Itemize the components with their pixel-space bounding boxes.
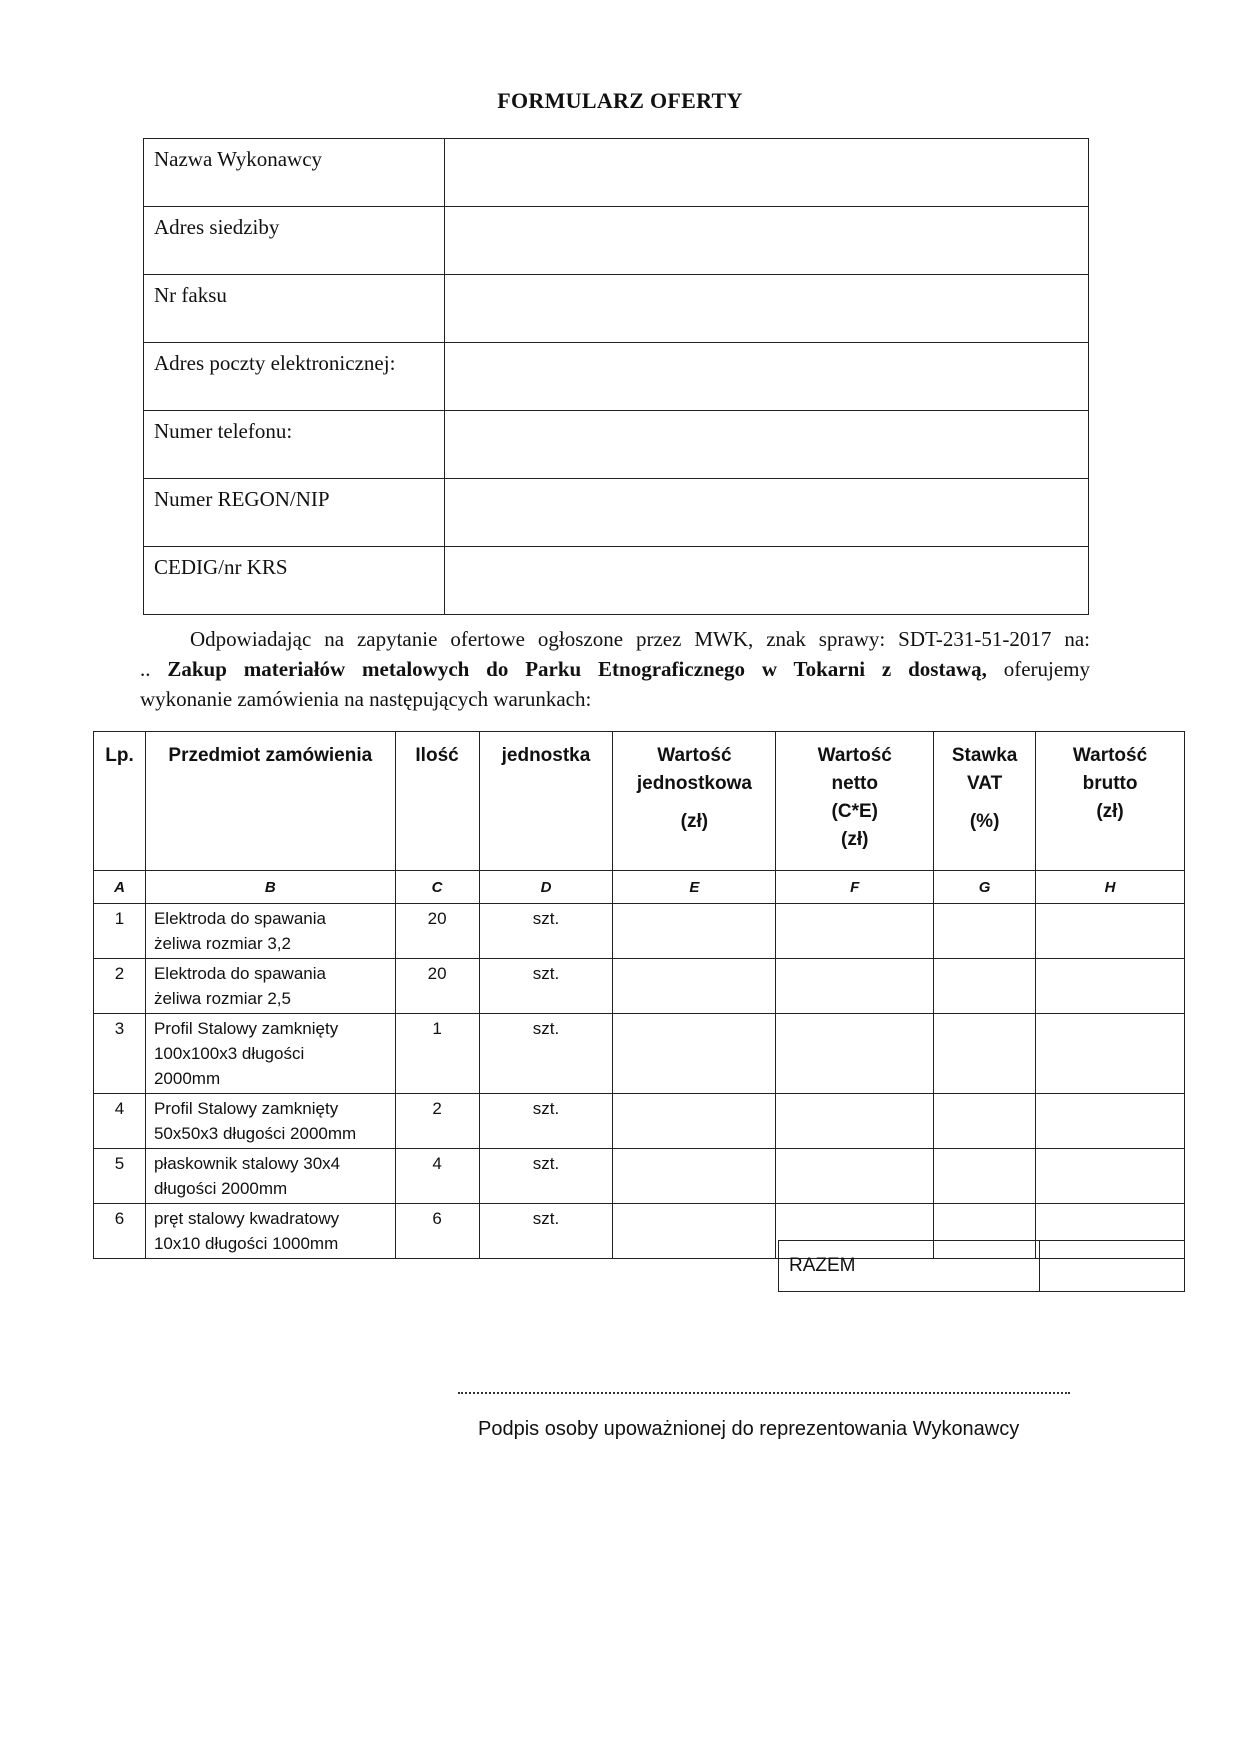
- vat-cell[interactable]: [934, 1094, 1036, 1149]
- column-letter: B: [145, 871, 395, 904]
- info-label: CEDIG/nr KRS: [144, 547, 445, 615]
- info-row-name: [144, 139, 1089, 207]
- intro-line-3: wykonanie zamówienia na następujących warunkach:: [140, 687, 592, 711]
- info-row-krs: [144, 547, 1089, 615]
- info-label: Nr faksu: [144, 275, 445, 343]
- row-item: [145, 959, 395, 1014]
- intro-line-1: Odpowiadając na zapytanie ofertowe ogłoszone przez MWK, znak sprawy: SDT-231-51-2017 na:: [190, 627, 1090, 651]
- item-line: żeliwa rozmiar 3,2: [153, 934, 291, 953]
- header-text: (zł): [1096, 801, 1124, 822]
- header-text: (C*E): [831, 801, 878, 822]
- column-letter: A: [94, 871, 146, 904]
- intro-prefix: ..: [140, 657, 151, 681]
- form-title: FORMULARZ OFERTY: [497, 88, 743, 113]
- row-item: [145, 1149, 395, 1204]
- row-lp: 5: [94, 1149, 146, 1204]
- item-line: Profil Stalowy zamknięty: [153, 1019, 339, 1038]
- header-text: Wartość: [817, 745, 892, 766]
- item-line: Elektroda do spawania: [153, 909, 326, 928]
- header-net-value: [776, 732, 934, 871]
- order-header-row: [94, 732, 1185, 871]
- gross-value-cell[interactable]: [1036, 1094, 1185, 1149]
- column-letter-row: [94, 871, 1185, 904]
- net-value-cell[interactable]: [776, 1014, 934, 1094]
- row-qty: 2: [395, 1094, 479, 1149]
- info-row-regon: [144, 479, 1089, 547]
- row-item: [145, 904, 395, 959]
- vat-cell[interactable]: [934, 1149, 1036, 1204]
- unit-value-cell[interactable]: [613, 959, 776, 1014]
- vat-cell[interactable]: [934, 1014, 1036, 1094]
- header-gross-value: [1036, 732, 1185, 871]
- table-row: [94, 959, 1185, 1014]
- table-row: [94, 904, 1185, 959]
- header-text: VAT: [967, 773, 1003, 794]
- vat-cell[interactable]: [934, 959, 1036, 1014]
- info-label: Adres siedziby: [144, 207, 445, 275]
- item-line: 50x50x3 długości 2000mm: [153, 1124, 357, 1143]
- row-item: [145, 1014, 395, 1094]
- info-value-field[interactable]: [445, 139, 1089, 207]
- row-lp: 2: [94, 959, 146, 1014]
- row-lp: 4: [94, 1094, 146, 1149]
- info-label: Adres poczty elektronicznej:: [144, 343, 445, 411]
- row-unit: szt.: [479, 959, 613, 1014]
- gross-value-cell[interactable]: [1036, 1014, 1185, 1094]
- total-label: RAZEM: [779, 1241, 1040, 1292]
- info-value-field[interactable]: [445, 343, 1089, 411]
- item-line: 2000mm: [153, 1069, 221, 1088]
- info-label: Numer REGON/NIP: [144, 479, 445, 547]
- header-qty: Ilość: [395, 732, 479, 871]
- item-line: 10x10 długości 1000mm: [153, 1234, 339, 1253]
- row-unit: szt.: [479, 1094, 613, 1149]
- row-qty: 1: [395, 1014, 479, 1094]
- row-qty: 4: [395, 1149, 479, 1204]
- net-value-cell[interactable]: [776, 904, 934, 959]
- info-row-address: [144, 207, 1089, 275]
- item-line: płaskownik stalowy 30x4: [153, 1154, 341, 1173]
- header-unit-value: [613, 732, 776, 871]
- header-text: Wartość: [1072, 745, 1148, 766]
- column-letter: F: [776, 871, 934, 904]
- row-unit: szt.: [479, 904, 613, 959]
- column-letter: C: [395, 871, 479, 904]
- row-qty: 6: [395, 1204, 479, 1259]
- item-line: Profil Stalowy zamknięty: [153, 1099, 339, 1118]
- header-text: (%): [969, 811, 1000, 832]
- column-letter: G: [934, 871, 1036, 904]
- total-row: [779, 1241, 1185, 1292]
- total-table: [778, 1240, 1185, 1292]
- row-qty: 20: [395, 904, 479, 959]
- info-row-phone: [144, 411, 1089, 479]
- net-value-cell[interactable]: [776, 1149, 934, 1204]
- info-value-field[interactable]: [445, 411, 1089, 479]
- table-row: [94, 1014, 1185, 1094]
- header-item: Przedmiot zamówienia: [145, 732, 395, 871]
- gross-value-cell[interactable]: [1036, 959, 1185, 1014]
- info-row-fax: [144, 275, 1089, 343]
- header-text: Wartość: [657, 745, 732, 766]
- row-unit: szt.: [479, 1014, 613, 1094]
- header-text: netto: [831, 773, 878, 794]
- total-value-cell[interactable]: [1040, 1241, 1185, 1292]
- row-lp: 6: [94, 1204, 146, 1259]
- header-text: Stawka: [951, 745, 1018, 766]
- header-vat: [934, 732, 1036, 871]
- row-qty: 20: [395, 959, 479, 1014]
- net-value-cell[interactable]: [776, 959, 934, 1014]
- item-line: 100x100x3 długości: [153, 1044, 305, 1063]
- row-unit: szt.: [479, 1204, 613, 1259]
- row-item: [145, 1094, 395, 1149]
- unit-value-cell[interactable]: [613, 1014, 776, 1094]
- vat-cell[interactable]: [934, 904, 1036, 959]
- unit-value-cell[interactable]: [613, 1149, 776, 1204]
- unit-value-cell[interactable]: [613, 1094, 776, 1149]
- signature-line: [458, 1390, 1070, 1394]
- unit-value-cell[interactable]: [613, 904, 776, 959]
- header-unit: jednostka: [479, 732, 613, 871]
- header-text: brutto: [1082, 773, 1138, 794]
- column-letter: E: [613, 871, 776, 904]
- gross-value-cell[interactable]: [1036, 1149, 1185, 1204]
- header-text: jednostkowa: [636, 773, 752, 794]
- intro-rest: oferujemy: [1003, 657, 1090, 681]
- intro-paragraph: [140, 624, 1090, 714]
- column-letter: H: [1036, 871, 1185, 904]
- table-row: [94, 1149, 1185, 1204]
- contractor-info-table: [143, 138, 1089, 615]
- row-unit: szt.: [479, 1149, 613, 1204]
- table-row: [94, 1094, 1185, 1149]
- info-value-field[interactable]: [445, 275, 1089, 343]
- info-row-email: [144, 343, 1089, 411]
- order-subject: Zakup materiałów metalowych do Parku Etnograficznego w Tokarni z dostawą,: [167, 657, 987, 681]
- item-line: żeliwa rozmiar 2,5: [153, 989, 291, 1008]
- info-label: Numer telefonu:: [144, 411, 445, 479]
- header-text: (zł): [680, 811, 709, 832]
- row-lp: 1: [94, 904, 146, 959]
- row-lp: 3: [94, 1014, 146, 1094]
- info-value-field[interactable]: [445, 547, 1089, 615]
- net-value-cell[interactable]: [776, 1094, 934, 1149]
- item-line: długości 2000mm: [153, 1179, 288, 1198]
- info-value-field[interactable]: [445, 207, 1089, 275]
- item-line: Elektroda do spawania: [153, 964, 326, 983]
- header-lp: Lp.: [94, 732, 146, 871]
- gross-value-cell[interactable]: [1036, 904, 1185, 959]
- signature-caption: Podpis osoby upoważnionej do reprezentowania Wykonawcy: [478, 1418, 1020, 1440]
- item-line: pręt stalowy kwadratowy: [153, 1209, 340, 1228]
- column-letter: D: [479, 871, 613, 904]
- intro-line-2: [140, 654, 1090, 684]
- order-table: [93, 731, 1185, 1259]
- row-item: [145, 1204, 395, 1259]
- info-value-field[interactable]: [445, 479, 1089, 547]
- header-text: (zł): [841, 829, 869, 850]
- unit-value-cell[interactable]: [613, 1204, 776, 1259]
- info-label: Nazwa Wykonawcy: [144, 139, 445, 207]
